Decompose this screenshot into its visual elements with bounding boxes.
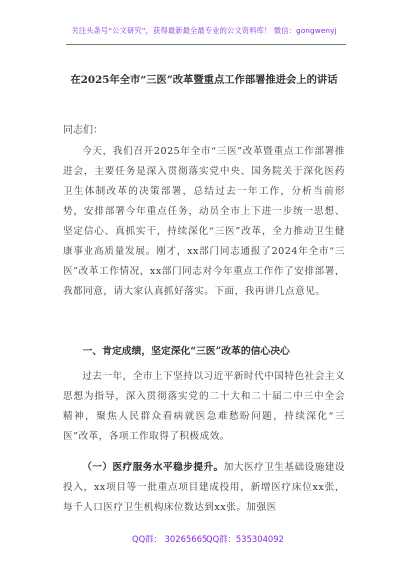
section-heading-1: 一、肯定成绩，坚定深化“三医”改革的信心决心 bbox=[82, 346, 290, 357]
paragraph-review: 过去一年，全市上下坚持以习近平新时代中国特色社会主义思想为指导，深入贯彻落实党的二十大和二十届二中三中全会精神，聚焦人民群众看病就医急难愁盼问题，持续深化“三医”改革，各项工作取得了积极成效。 bbox=[63, 371, 345, 442]
subsection-paragraph bbox=[63, 458, 345, 518]
footer-qq-group-1: QQ群： 30265665 bbox=[132, 534, 208, 544]
greeting: 同志们： bbox=[63, 125, 103, 136]
footer-qq-group-2: QQ群：535304092 bbox=[206, 534, 284, 544]
header-banner: 关注头条号“公文研究”，获得最新最全最专业的公文资料库！ 微信：gongwenyj bbox=[71, 26, 337, 35]
document-title: 在2025年全市“三医”改革暨重点工作部署推进会上的讲话 bbox=[70, 74, 338, 86]
paragraph-intro: 今天，我们召开2025年全市“三医”改革暨重点工作部署推进会，主要任务是深入贯彻落实党中央、国务院关于深化医药卫生体制改革的决策部署，总结过去一年工作，分析当前形势，安排部署今年重点任务，动员全市上下进一步统一思想、坚定信心、真抓实干，持续深化“三医”改革，全力推动卫生健康事业高质量发展。刚才，xx部门同志通报了2024年全市“三医”改革工作情况，xx部门同志对今年重点工作作了安排部署，我都同意，请大家认真抓好落实。下面，我再讲几点意见。 bbox=[63, 146, 345, 297]
subsection-text: 加大医疗卫生基础设施建设投入，xx项目等一批重点项目建成投用，新增医疗床位xx张，每千人口医疗卫生机构床位数达到xx张。加强医 bbox=[63, 462, 346, 513]
header-divider bbox=[66, 44, 346, 45]
subsection-heading-1: （一）医疗服务水平稳步提升。 bbox=[82, 462, 224, 473]
